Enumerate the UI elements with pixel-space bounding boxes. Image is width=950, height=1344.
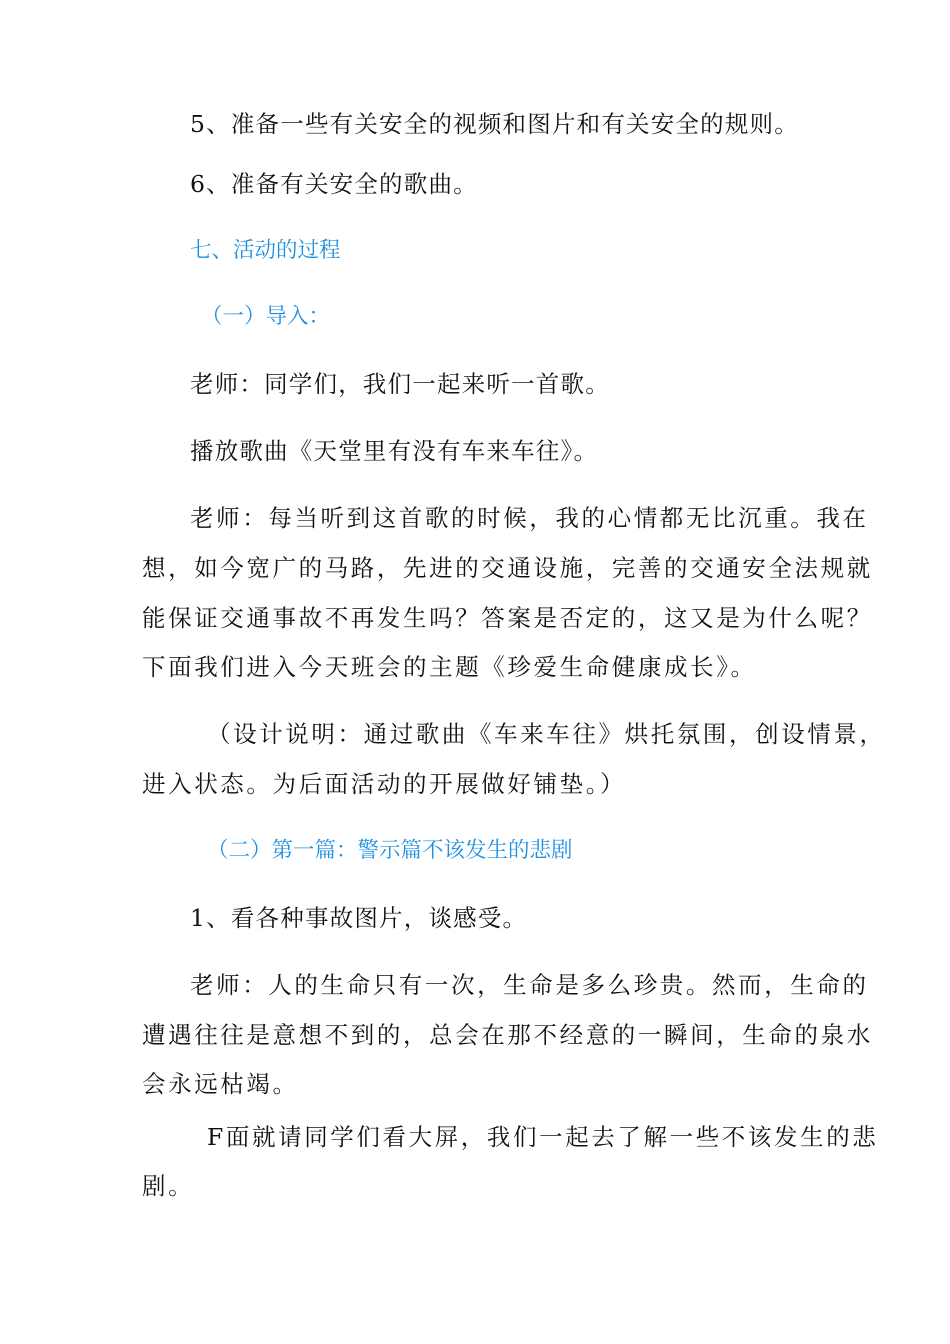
part-2-item-1: 1、看各种事故图片，谈感受。 (190, 904, 528, 932)
teacher-para-1-line-4: 下面我们进入今天班会的主题《珍爱生命健康成长》。 (142, 653, 757, 681)
teacher-para-1-line-1: 老师：每当听到这首歌的时候，我的心情都无比沉重。我在 (190, 504, 869, 532)
play-song-line: 播放歌曲《天堂里有没有车来车往》。 (190, 437, 599, 465)
design-note-line-2: 进入状态。为后面活动的开展做好铺垫。） (142, 770, 627, 798)
prep-item-6: 6、准备有关安全的歌曲。 (190, 170, 478, 198)
teacher-para-1-line-3: 能保证交通事故不再发生吗？答案是否定的，这又是为什么呢？ (142, 604, 873, 632)
teacher-para-2-line-1: 老师：人的生命只有一次，生命是多么珍贵。然而，生命的 (190, 971, 869, 999)
screen-para-line-1: F面就请同学们看大屏，我们一起去了解一些不该发生的悲 (207, 1123, 879, 1151)
prep-item-5: 5、准备一些有关安全的视频和图片和有关安全的规则。 (190, 110, 799, 138)
screen-para-line-2: 剧。 (142, 1172, 195, 1200)
part-2-heading: （二）第一篇：警示篇不该发生的悲剧 (207, 838, 573, 863)
part-1-heading: （一）导入： (201, 304, 331, 329)
teacher-para-1-line-2: 想，如今宽广的马路，先进的交通设施，完善的交通安全法规就 (142, 554, 873, 582)
teacher-para-2-line-2: 遭遇往往是意想不到的，总会在那不经意的一瞬间，生命的泉水 (142, 1021, 873, 1049)
design-note-line-1: （设计说明：通过歌曲《车来车往》烘托氛围，创设情景， (207, 720, 886, 748)
teacher-para-2-line-3: 会永远枯竭。 (142, 1070, 299, 1098)
section-7-heading: 七、活动的过程 (190, 238, 341, 263)
teacher-intro-line: 老师：同学们，我们一起来听一首歌。 (190, 370, 610, 398)
